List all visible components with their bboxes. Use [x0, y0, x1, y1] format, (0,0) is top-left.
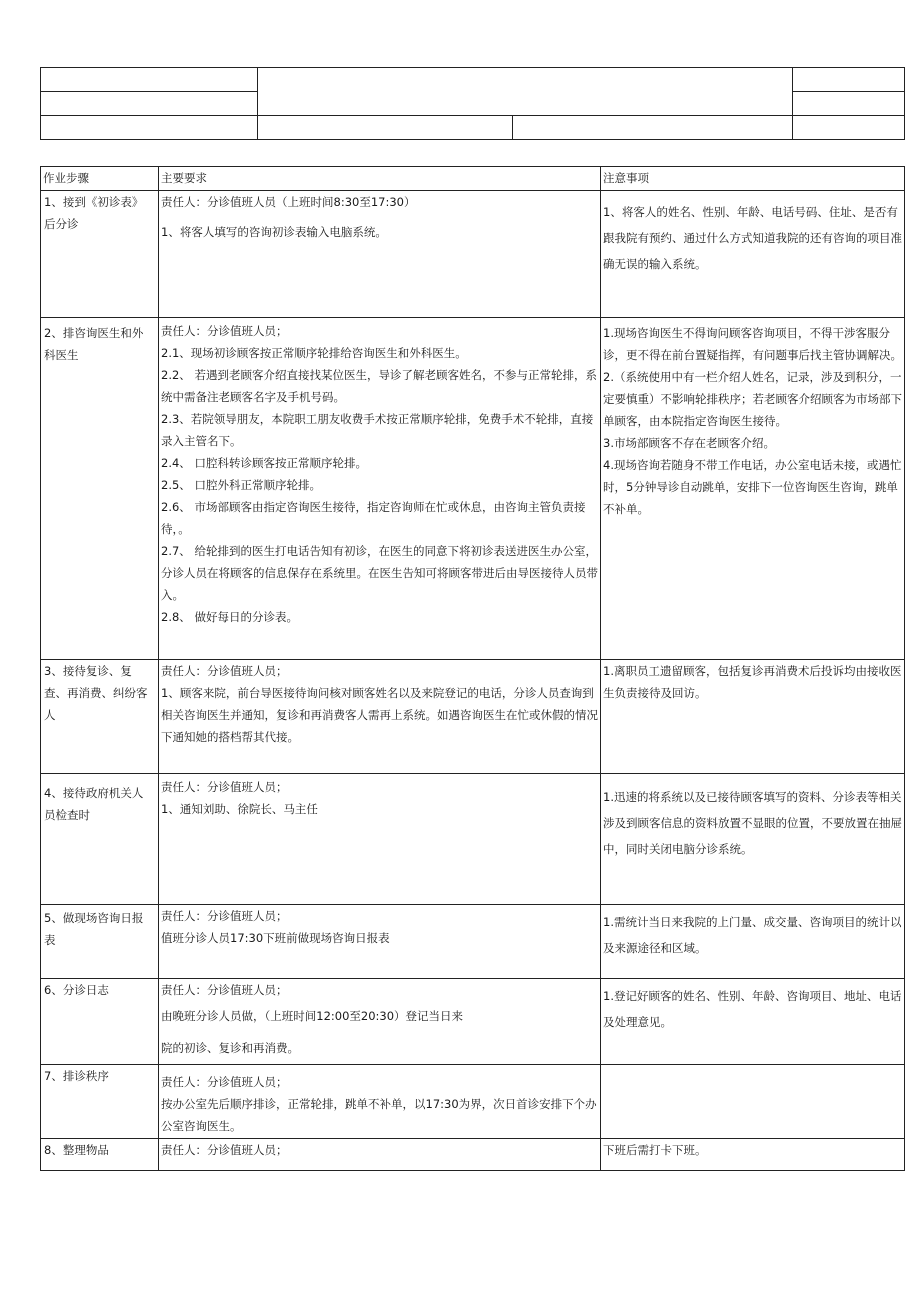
- form-header-cell: [793, 116, 905, 140]
- requirement-cell: [159, 979, 601, 1065]
- notes-cell: [601, 774, 905, 905]
- column-header-notes: 注意事项: [601, 167, 905, 191]
- requirement-line: 1、顾客来院，前台导医接待询问核对顾客姓名以及来院登记的电话，分诊人员查询到相关咨询医生并通知，复诊和再消费客人需再上系统。如遇咨询医生在忙或休假的情况下通知她的搭档帮其代接。: [161, 686, 598, 744]
- table-row: [41, 905, 905, 979]
- step-cell: 5、做现场咨询日报表: [41, 905, 159, 979]
- requirement-line: 院的初诊、复诊和再消费。: [161, 1041, 299, 1055]
- form-header-cell: [41, 116, 258, 140]
- requirement-line: 责任人：分诊值班人员（上班时间8:30至17:30）: [161, 195, 416, 209]
- column-header-requirement: 主要要求: [159, 167, 601, 191]
- notes-line: 1.需统计当日来我院的上门量、成交量、咨询项目的统计以及来源途径和区域。: [603, 915, 902, 955]
- notes-line: 1.离职员工遗留顾客，包括复诊再消费术后投诉均由接收医生负责接待及回访。: [603, 664, 902, 700]
- requirement-line: 责任人：分诊值班人员；: [161, 780, 288, 794]
- requirement-line: 责任人：分诊值班人员；: [161, 983, 288, 997]
- step-cell: 8、整理物品: [41, 1139, 159, 1171]
- form-header-title-cell: [258, 68, 793, 116]
- procedure-table: [40, 166, 905, 1171]
- notes-cell: [601, 1139, 905, 1171]
- notes-line: 4.现场咨询若随身不带工作电话，办公室电话未接，或遇忙时，5分钟导诊自动跳单，安排下一位咨询医生咨询，跳单不补单。: [603, 458, 902, 516]
- column-header-step: 作业步骤: [41, 167, 159, 191]
- requirement-line: 值班分诊人员17:30下班前做现场咨询日报表: [161, 931, 390, 945]
- notes-line: 1.现场咨询医生不得询问顾客咨询项目，不得干涉客服分诊，更不得在前台置疑指挥，有问题事后找主管协调解决。: [603, 326, 902, 362]
- form-header-cell: [41, 92, 258, 116]
- table-row: [41, 1065, 905, 1139]
- requirement-line: 2.1、现场初诊顾客按正常顺序轮排给咨询医生和外科医生。: [161, 346, 467, 360]
- requirement-line: 责任人：分诊值班人员；: [161, 324, 288, 338]
- step-cell: 7、排诊秩序: [41, 1065, 159, 1139]
- requirement-cell: [159, 774, 601, 905]
- requirement-line: 2.2、 若遇到老顾客介绍直接找某位医生，导诊了解老顾客姓名，不参与正常轮排，系统中需备注老顾客名字及手机号码。: [161, 368, 597, 404]
- notes-line: 1.登记好顾客的姓名、性别、年龄、咨询项目、地址、电话及处理意见。: [603, 989, 902, 1029]
- form-header-cell: [793, 92, 905, 116]
- table-row: [41, 660, 905, 774]
- form-header-cell: [41, 68, 258, 92]
- step-cell: 4、接待政府机关人员检查时: [41, 774, 159, 905]
- requirement-cell: [159, 1065, 601, 1139]
- form-header-cell: [793, 68, 905, 92]
- table-row: [41, 318, 905, 660]
- requirement-line: 按办公室先后顺序排诊，正常轮排，跳单不补单，以17:30为界，次日首诊安排下个办公室咨询医生。: [161, 1097, 597, 1133]
- form-header-cell: [258, 116, 513, 140]
- step-cell: 3、接待复诊、复查、再消费、纠纷客人: [41, 660, 159, 774]
- step-cell: 6、分诊日志: [41, 979, 159, 1065]
- step-cell: 2、排咨询医生和外科医生: [41, 318, 159, 660]
- table-row: [41, 1139, 905, 1171]
- requirement-line: 责任人：分诊值班人员；: [161, 1075, 288, 1089]
- requirement-cell: [159, 191, 601, 318]
- requirement-line: 责任人：分诊值班人员；: [161, 664, 288, 678]
- notes-line: 2.（系统使用中有一栏介绍人姓名，记录，涉及到积分，一定要慎重）不影响轮排秩序；若老顾客介绍顾客为市场部下单顾客，由本院指定咨询医生接待。: [603, 370, 902, 428]
- notes-cell: [601, 660, 905, 774]
- table-row: [41, 774, 905, 905]
- notes-cell: [601, 318, 905, 660]
- notes-cell: [601, 1065, 905, 1139]
- notes-line: 1、将客人的姓名、性别、年龄、电话号码、住址、是否有跟我院有预约、通过什么方式知道我院的还有咨询的项目准确无误的输入系统。: [603, 205, 902, 271]
- notes-cell: [601, 191, 905, 318]
- notes-cell: [601, 979, 905, 1065]
- notes-line: 3.市场部顾客不存在老顾客介绍。: [603, 436, 775, 450]
- requirement-line: 1、将客人填写的咨询初诊表输入电脑系统。: [161, 225, 387, 239]
- notes-line: 下班后需打卡下班。: [603, 1143, 707, 1157]
- table-row: [41, 191, 905, 318]
- step-cell: 1、接到《初诊表》后分诊: [41, 191, 159, 318]
- table-header-row: [41, 167, 905, 191]
- form-header-row: [41, 116, 905, 140]
- form-header-table: [40, 67, 905, 140]
- notes-line: 1.迅速的将系统以及已接待顾客填写的资料、分诊表等相关涉及到顾客信息的资料放置不显眼的位置，不要放置在抽屉中，同时关闭电脑分诊系统。: [603, 790, 902, 856]
- requirement-line: 2.6、 市场部顾客由指定咨询医生接待，指定咨询师在忙或休息，由咨询主管负责接待，。: [161, 500, 586, 536]
- table-row: [41, 979, 905, 1065]
- requirement-line: 责任人：分诊值班人员；: [161, 1143, 288, 1157]
- notes-cell: [601, 905, 905, 979]
- requirement-line: 2.3、若院领导朋友，本院职工朋友收费手术按正常顺序轮排，免费手术不轮排，直接录入主管名下。: [161, 412, 594, 448]
- requirement-line: 2.4、 口腔科转诊顾客按正常顺序轮排。: [161, 456, 367, 470]
- form-header-cell: [513, 116, 793, 140]
- requirement-line: 2.5、 口腔外科正常顺序轮排。: [161, 478, 321, 492]
- requirement-line: 责任人：分诊值班人员；: [161, 909, 288, 923]
- form-header-row: [41, 68, 905, 92]
- requirement-line: 由晚班分诊人员做，（上班时间12:00至20:30）登记当日来: [161, 1009, 464, 1023]
- requirement-line: 1、通知刘助、徐院长、马主任: [161, 802, 318, 816]
- requirement-line: 2.8、 做好每日的分诊表。: [161, 610, 298, 624]
- requirement-cell: [159, 660, 601, 774]
- requirement-cell: [159, 905, 601, 979]
- requirement-cell: [159, 1139, 601, 1171]
- requirement-line: 2.7、 给轮排到的医生打电话告知有初诊，在医生的同意下将初诊表送进医生办公室，分诊人员在将顾客的信息保存在系统里。在医生告知可将顾客带进后由导医接待人员带入。: [161, 544, 598, 602]
- requirement-cell: [159, 318, 601, 660]
